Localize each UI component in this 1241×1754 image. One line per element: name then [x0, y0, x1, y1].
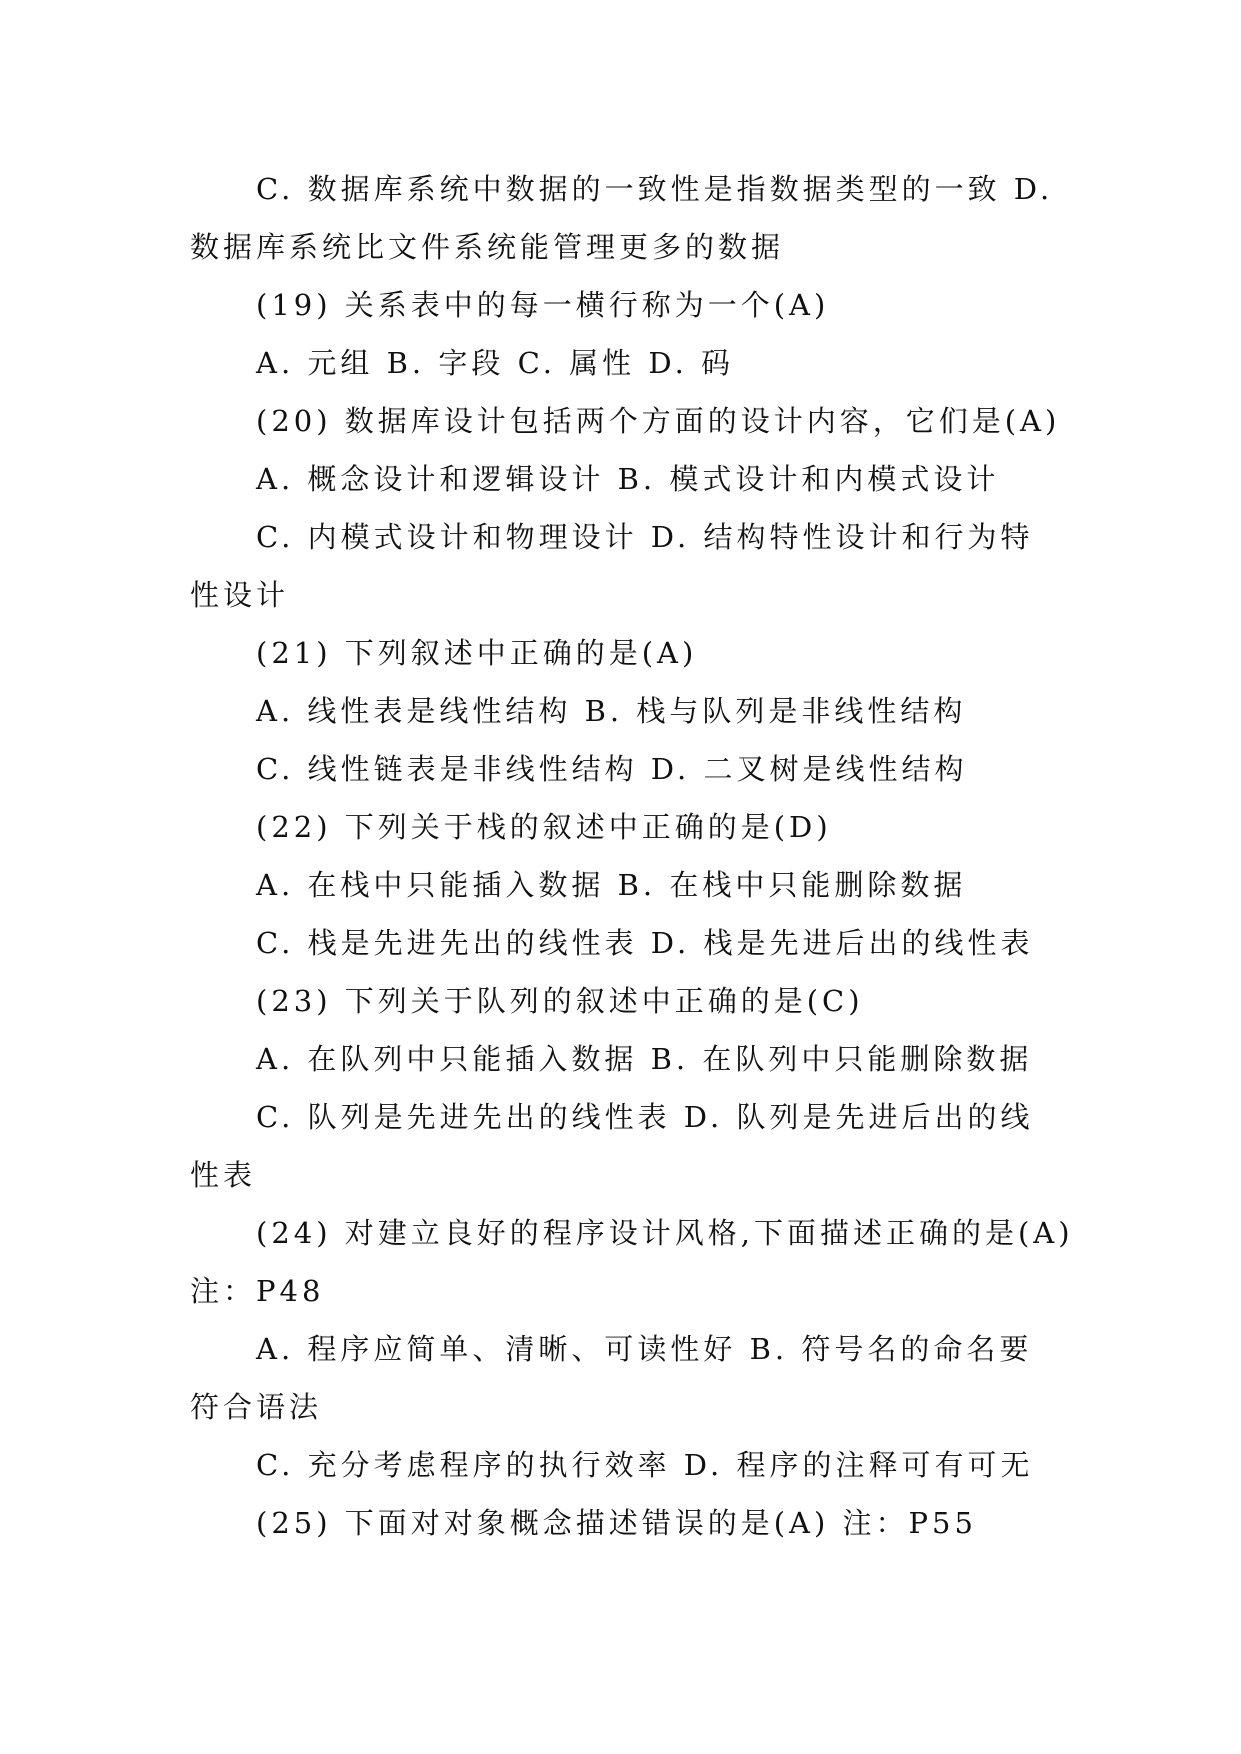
- options-line: C. 线性链表是非线性结构 D. 二叉树是线性结构: [256, 752, 968, 786]
- question-line: (25) 下面对对象概念描述错误的是(A) 注：P55: [256, 1506, 977, 1540]
- options-line: A. 概念设计和逻辑设计 B. 模式设计和内模式设计: [256, 462, 1000, 496]
- options-line: A. 程序应简单、清晰、可读性好 B. 符号名的命名要: [256, 1332, 1033, 1366]
- options-line: C. 充分考虑程序的执行效率 D. 程序的注释可有可无: [256, 1448, 1034, 1482]
- question-line: (19) 关系表中的每一横行称为一个(A): [256, 288, 830, 322]
- question-line: (22) 下列关于栈的叙述中正确的是(D): [256, 810, 832, 844]
- options-line: C. 队列是先进先出的线性表 D. 队列是先进后出的线: [256, 1100, 1034, 1134]
- question-line: (24) 对建立良好的程序设计风格,下面描述正确的是(A): [256, 1216, 1074, 1250]
- text-line: 性表: [190, 1158, 257, 1192]
- options-line: A. 线性表是线性结构 B. 栈与队列是非线性结构: [256, 694, 967, 728]
- options-line: A. 在队列中只能插入数据 B. 在队列中只能删除数据: [256, 1042, 1033, 1076]
- question-line: (21) 下列叙述中正确的是(A): [256, 636, 698, 670]
- options-line: A. 元组 B. 字段 C. 属性 D. 码: [256, 346, 735, 380]
- options-line: C. 栈是先进先出的线性表 D. 栈是先进后出的线性表: [256, 926, 1034, 960]
- text-line: 符合语法: [190, 1390, 323, 1424]
- document-body: [190, 160, 1074, 1552]
- question-line: (20) 数据库设计包括两个方面的设计内容，它们是(A): [256, 404, 1061, 438]
- question-line: (23) 下列关于队列的叙述中正确的是(C): [256, 984, 864, 1018]
- options-line: C. 内模式设计和物理设计 D. 结构特性设计和行为特: [256, 520, 1034, 554]
- note-line: 注：P48: [190, 1274, 325, 1308]
- options-line: A. 在栈中只能插入数据 B. 在栈中只能删除数据: [256, 868, 967, 902]
- text-line: C. 数据库系统中数据的一致性是指数据类型的一致 D.: [256, 172, 1054, 206]
- text-line: 数据库系统比文件系统能管理更多的数据: [190, 230, 785, 264]
- text-line: 性设计: [190, 578, 290, 612]
